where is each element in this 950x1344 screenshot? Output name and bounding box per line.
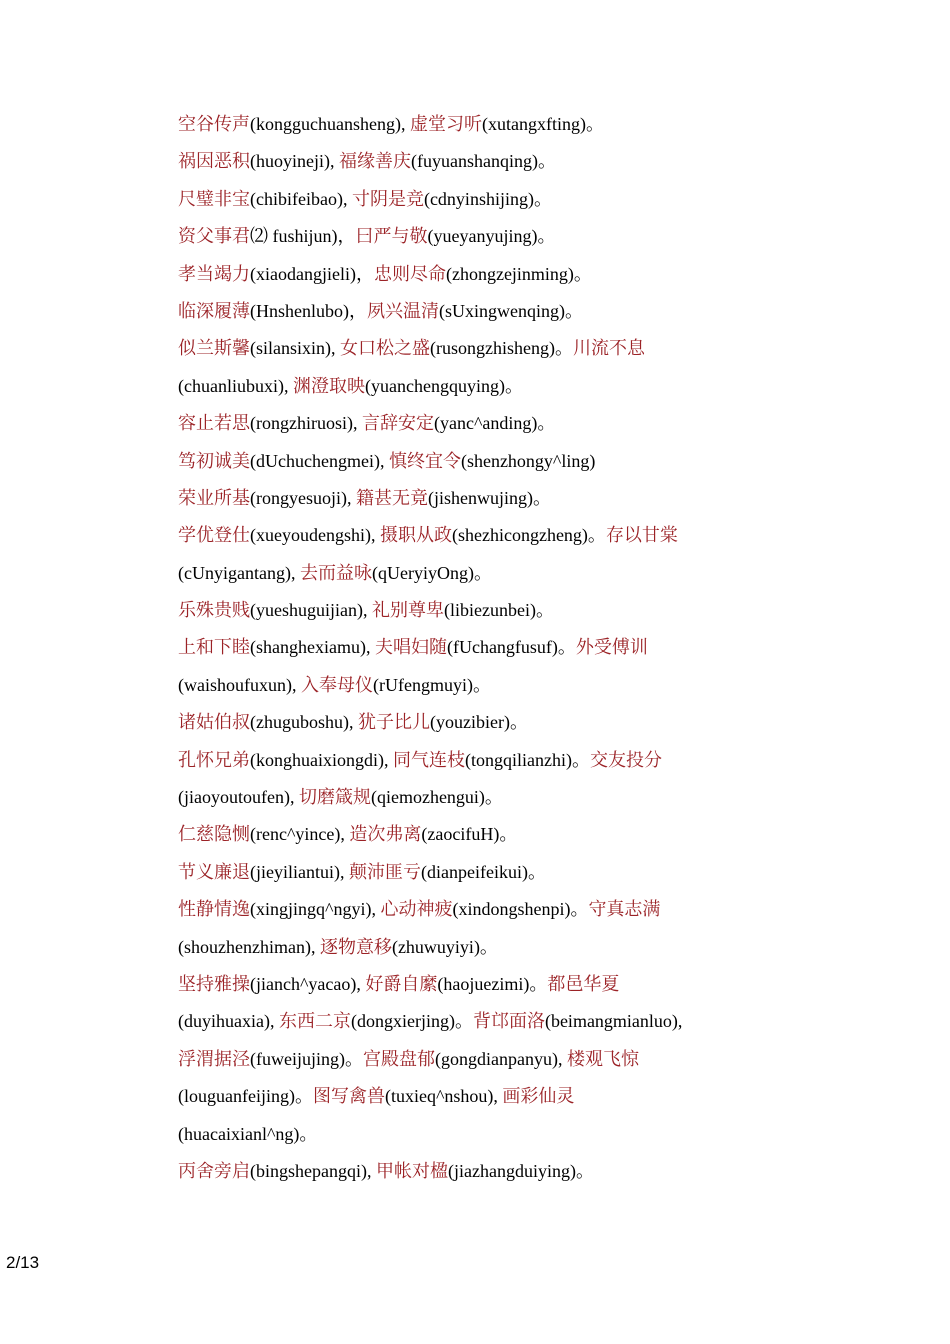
page-number: 2/13	[6, 1253, 40, 1272]
pinyin-text: (xueyoudengshi),	[250, 525, 380, 546]
pinyin-text: (chibifeibao),	[250, 188, 352, 209]
chinese-phrase: 资父事君	[178, 226, 250, 248]
pinyin-text: (dongxierjing)。	[350, 1011, 473, 1032]
pinyin-text: (youzibier)。	[429, 712, 528, 733]
pinyin-text: (xingjingq^ngyi),	[250, 899, 381, 920]
pinyin-text: (kongguchuansheng),	[250, 114, 410, 134]
pinyin-text: (cUnyigantang),	[178, 562, 300, 583]
pinyin-text: (waishoufuxun),	[178, 674, 301, 695]
pinyin-text: (huoyineji),	[250, 151, 339, 172]
document-body	[178, 106, 738, 1190]
chinese-phrase: 孝当竭力	[178, 263, 250, 285]
pinyin-text: (beimangmianluo),	[544, 1011, 683, 1032]
chinese-phrase: 忠则尽命	[373, 263, 446, 285]
chinese-phrase: 都邑华夏	[547, 973, 620, 995]
pinyin-text: (shouzhenzhiman),	[178, 936, 320, 957]
pinyin-text: (tongqilianzhi)。	[464, 749, 590, 770]
pinyin-text: (duyihuaxia),	[178, 1011, 279, 1032]
chinese-phrase: 宫殿盘郁	[362, 1048, 435, 1070]
text-line	[178, 742, 738, 779]
chinese-phrase: 去而益咏	[299, 562, 372, 584]
chinese-phrase: 川流不息	[572, 338, 645, 360]
pinyin-text: (yuanchengquying)。	[364, 375, 523, 396]
chinese-phrase: 学优登仕	[178, 525, 250, 547]
pinyin-text: (yueshuguijian),	[250, 600, 372, 621]
chinese-phrase: 夫唱妇随	[374, 637, 447, 659]
pinyin-text: (tuxieq^nshou),	[384, 1086, 503, 1107]
pinyin-text: (jishenwujing)。	[427, 487, 551, 508]
pinyin-text: (fUchangfusuf)。	[446, 637, 576, 658]
text-line	[178, 816, 738, 853]
text-line	[178, 555, 738, 592]
chinese-phrase: 性静情逸	[178, 899, 250, 921]
pinyin-text: (chuanliubuxi),	[178, 375, 293, 396]
pinyin-text: (jiazhangduiying)。	[447, 1160, 594, 1181]
text-line	[178, 1041, 738, 1078]
text-line	[178, 1078, 738, 1115]
pinyin-text: (cdnyinshijing)。	[423, 188, 552, 209]
text-line	[178, 1153, 738, 1190]
chinese-phrase: 逐物意移	[319, 936, 392, 958]
chinese-phrase: 寸阴是竞	[351, 188, 424, 210]
chinese-phrase: 交友投分	[589, 749, 662, 771]
pinyin-text: (yanc^anding)。	[433, 413, 556, 434]
chinese-phrase: 浮渭据泾	[178, 1048, 250, 1070]
text-line	[178, 1116, 738, 1153]
chinese-phrase: 画彩仙灵	[502, 1086, 575, 1108]
chinese-phrase: 容止若思	[178, 413, 250, 435]
pinyin-text: (xindongshenpi)。	[452, 899, 589, 920]
pinyin-text: (bingshepangqi),	[250, 1160, 376, 1181]
chinese-phrase: 似兰斯馨	[178, 338, 250, 360]
chinese-phrase: 荣业所基	[178, 487, 250, 509]
text-line	[178, 517, 738, 554]
chinese-phrase: 造次弗离	[349, 824, 422, 846]
pinyin-text: (sUxingwenqing)。	[438, 300, 583, 321]
text-line	[178, 929, 738, 966]
pinyin-text: (rUfengmuyi)。	[372, 674, 491, 695]
pinyin-text: (dianpeifeikui)。	[420, 861, 546, 882]
pinyin-text: (qUeryiyOng)。	[371, 562, 492, 583]
pinyin-text: (huacaixianl^ng)。	[178, 1123, 318, 1144]
pinyin-text: (haojuezimi)。	[437, 973, 548, 994]
text-line	[178, 293, 738, 330]
text-line	[178, 779, 738, 816]
pinyin-text: (fuweijujing)。	[250, 1048, 363, 1069]
chinese-phrase: 慎终宜令	[388, 450, 461, 472]
chinese-phrase: 夙兴温清	[366, 300, 439, 322]
chinese-phrase: 虚堂习听	[409, 114, 482, 135]
chinese-phrase: 孔怀兄弟	[178, 749, 250, 771]
pinyin-text: (xiaodangjieli)，	[250, 263, 374, 284]
text-line	[178, 854, 738, 891]
chinese-phrase: 守真志满	[588, 899, 661, 921]
chinese-phrase: 颠沛匪亏	[348, 861, 421, 883]
chinese-phrase: 乐殊贵贱	[178, 600, 250, 622]
pinyin-text: (zhuwuyiyi)。	[391, 936, 498, 957]
pinyin-text: (louguanfeijing)。	[178, 1086, 313, 1107]
chinese-phrase: 上和下睦	[178, 637, 250, 659]
text-line	[178, 966, 738, 1003]
chinese-phrase: 同气连枝	[392, 749, 465, 771]
text-line	[178, 405, 738, 442]
chinese-phrase: 存以甘棠	[605, 525, 678, 547]
chinese-phrase: 笃初诚美	[178, 450, 250, 472]
pinyin-text: (shenzhongy^ling)	[460, 450, 596, 471]
text-line	[178, 704, 738, 741]
pinyin-text: (qiemozhengui)。	[370, 787, 503, 808]
text-line	[178, 667, 738, 704]
chinese-phrase: 诸姑伯叔	[178, 712, 250, 734]
pinyin-text: (rongzhiruosi),	[250, 413, 362, 434]
pinyin-text: (xutangxfting)。	[481, 114, 604, 134]
pinyin-text: (zhuguboshu),	[250, 712, 358, 733]
chinese-phrase: 空谷传声	[178, 114, 250, 135]
pinyin-text: (rusongzhisheng)。	[430, 338, 573, 359]
pinyin-text: (shanghexiamu),	[250, 637, 375, 658]
chinese-phrase: 甲帐对楹	[375, 1160, 448, 1182]
chinese-phrase: 外受傅训	[575, 637, 648, 659]
pinyin-text: (Hnshenlubo)，	[250, 300, 367, 321]
chinese-phrase: 图写禽兽	[312, 1086, 385, 1108]
chinese-phrase: 尺璧非宝	[178, 188, 250, 210]
chinese-phrase: 楼观飞惊	[566, 1048, 639, 1070]
pinyin-text: (jiaoyoutoufen),	[178, 787, 299, 808]
chinese-phrase: 仁慈隐恻	[178, 824, 250, 846]
chinese-phrase: 福缘善庆	[338, 151, 411, 173]
text-line	[178, 443, 738, 480]
text-line	[178, 218, 738, 255]
text-line	[178, 629, 738, 666]
chinese-phrase: 背邙面洛	[472, 1011, 545, 1033]
chinese-phrase: 切磨箴规	[298, 787, 371, 809]
text-line	[178, 256, 738, 293]
text-line	[178, 181, 738, 218]
text-line	[178, 368, 738, 405]
pinyin-text: (yueyanyujing)。	[427, 226, 556, 247]
pinyin-text: (zhongzejinming)。	[445, 263, 592, 284]
chinese-phrase: 摄职从政	[379, 525, 452, 547]
pinyin-text: (jianch^yacao),	[250, 973, 366, 994]
pinyin-text: (dUchuchengmei),	[250, 450, 389, 471]
text-line	[178, 592, 738, 629]
chinese-phrase: 坚持雅操	[178, 973, 250, 995]
chinese-phrase: 礼别尊卑	[371, 600, 444, 622]
chinese-phrase: 临深履薄	[178, 300, 250, 322]
chinese-phrase: 丙舍旁启	[178, 1160, 250, 1182]
text-line	[178, 480, 738, 517]
pinyin-text: ⑵ fushijun)，	[250, 226, 356, 247]
pinyin-text: (rongyesuoji),	[250, 487, 356, 508]
chinese-phrase: 女口松之盛	[340, 338, 430, 360]
chinese-phrase: 节义廉退	[178, 861, 250, 883]
chinese-phrase: 东西二京	[278, 1011, 351, 1033]
chinese-phrase: 好爵自縻	[365, 973, 438, 995]
chinese-phrase: 犹子比儿	[357, 712, 430, 734]
chinese-phrase: 籍甚无竟	[355, 487, 428, 509]
chinese-phrase: 入奉母仪	[300, 674, 373, 696]
pinyin-text: (shezhicongzheng)。	[451, 525, 606, 546]
pinyin-text: (fuyuanshanqing)。	[410, 151, 556, 172]
chinese-phrase: 渊澄取映	[292, 375, 365, 397]
text-line	[178, 143, 738, 180]
text-line	[178, 106, 738, 143]
chinese-phrase: 曰严与敬	[355, 226, 428, 248]
chinese-phrase: 心动神疲	[380, 899, 453, 921]
text-line	[178, 1003, 738, 1040]
pinyin-text: (gongdianpanyu),	[434, 1048, 567, 1069]
pinyin-text: (konghuaixiongdi),	[250, 749, 393, 770]
text-line	[178, 891, 738, 928]
pinyin-text: (libiezunbei)。	[443, 600, 554, 621]
chinese-phrase: 言辞安定	[361, 413, 434, 435]
pinyin-text: (jieyiliantui),	[250, 861, 349, 882]
chinese-phrase: 祸因恶积	[178, 151, 250, 173]
pinyin-text: (renc^yince),	[250, 824, 350, 845]
pinyin-text: (silansixin),	[250, 338, 340, 359]
text-line	[178, 330, 738, 367]
pinyin-text: (zaocifuH)。	[421, 824, 518, 845]
